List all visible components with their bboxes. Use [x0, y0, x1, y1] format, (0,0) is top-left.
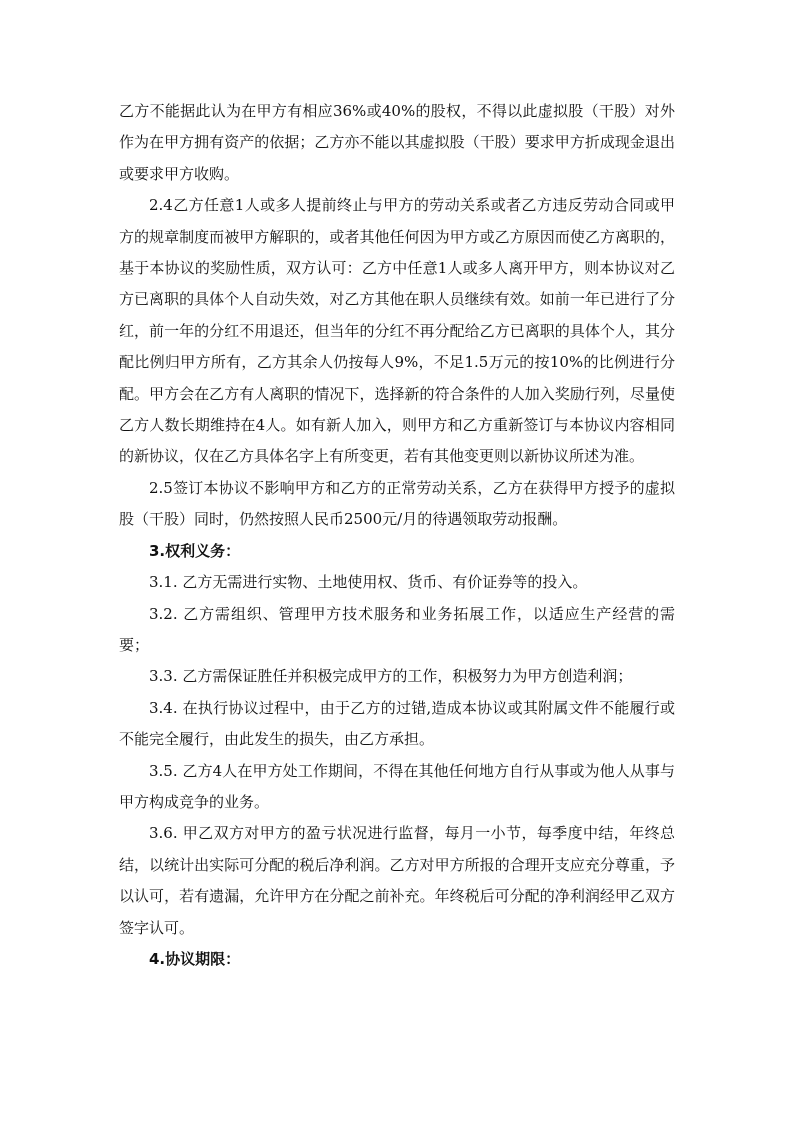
paragraph-3-2: 3.2. 乙方需组织、管理甲方技术服务和业务拓展工作，以适应生产经营的需要； [119, 604, 675, 654]
paragraph-3-3: 3.3. 乙方需保证胜任并积极完成甲方的工作，积极努力为甲方创造利润； [149, 667, 633, 686]
paragraph-3-4: 3.4. 在执行协议过程中，由于乙方的过错,造成本协议或其附属文件不能履行或不能完全履行，由此发生的损失，由乙方承担。 [119, 698, 675, 749]
paragraph-2-5: 2.5签订本协议不影响甲方和乙方的正常劳动关系，乙方在获得甲方授予的虚拟股（干股）同时，仍然按照人民币2500元/月的待遇领取劳动报酬。 [119, 478, 675, 529]
section-heading-4: 4.协议期限： [149, 949, 241, 968]
paragraph-3-5: 3.5. 乙方4人在甲方处工作期间，不得在其他任何地方自行从事或为他人从事与甲方构成竞争的业务。 [119, 761, 675, 811]
section-heading-3: 3.权利义务： [149, 541, 241, 560]
paragraph-3-1: 3.1. 乙方无需进行实物、土地使用权、货币、有价证券等的投入。 [149, 573, 588, 592]
paragraph-intro: 乙方不能据此认为在甲方有相应36%或40%的股权，不得以此虚拟股（干股）对外作为在甲方拥有资产的依据；乙方亦不能以其虚拟股（干股）要求甲方折成现金退出或要求甲方收购。 [119, 102, 675, 183]
paragraph-3-6: 3.6. 甲乙双方对甲方的盈亏状况进行监督，每月一小节，每季度中结，年终总结，以统计出实际可分配的税后净利润。乙方对甲方所报的合理开支应充分尊重，予以认可，若有遗漏，允许甲方在分配之前补充。年终税后可分配的净利润经甲乙双方签字认可。 [119, 824, 675, 937]
paragraph-2-4: 2.4乙方任意1人或多人提前终止与甲方的劳动关系或者乙方违反劳动合同或甲方的规章制度而被甲方解职的，或者其他任何因为甲方或乙方原因而使乙方离职的，基于本协议的奖励性质，双方认可：乙方中任意1人或多人离开甲方，则本协议对乙方已离职的具体个人自动失效，对乙方其他在职人员继续有效。如前一年已进行了分红，前一年的分红不用退还，但当年的分红不再分配给乙方已离职的具体个人，其分配比例归甲方所有，乙方其余人仍按每人9%，不足1.5万元的按10%的比例进行分配。甲方会在乙方有人离职的情况下，选择新的符合条件的人加入奖励行列，尽量使乙方人数长期维持在4人。如有新人加入，则甲方和乙方重新签订与本协议内容相同的新协议，仅在乙方具体名字上有所变更，若有其他变更则以新协议所述为准。 [119, 196, 675, 466]
document-body [119, 96, 675, 975]
